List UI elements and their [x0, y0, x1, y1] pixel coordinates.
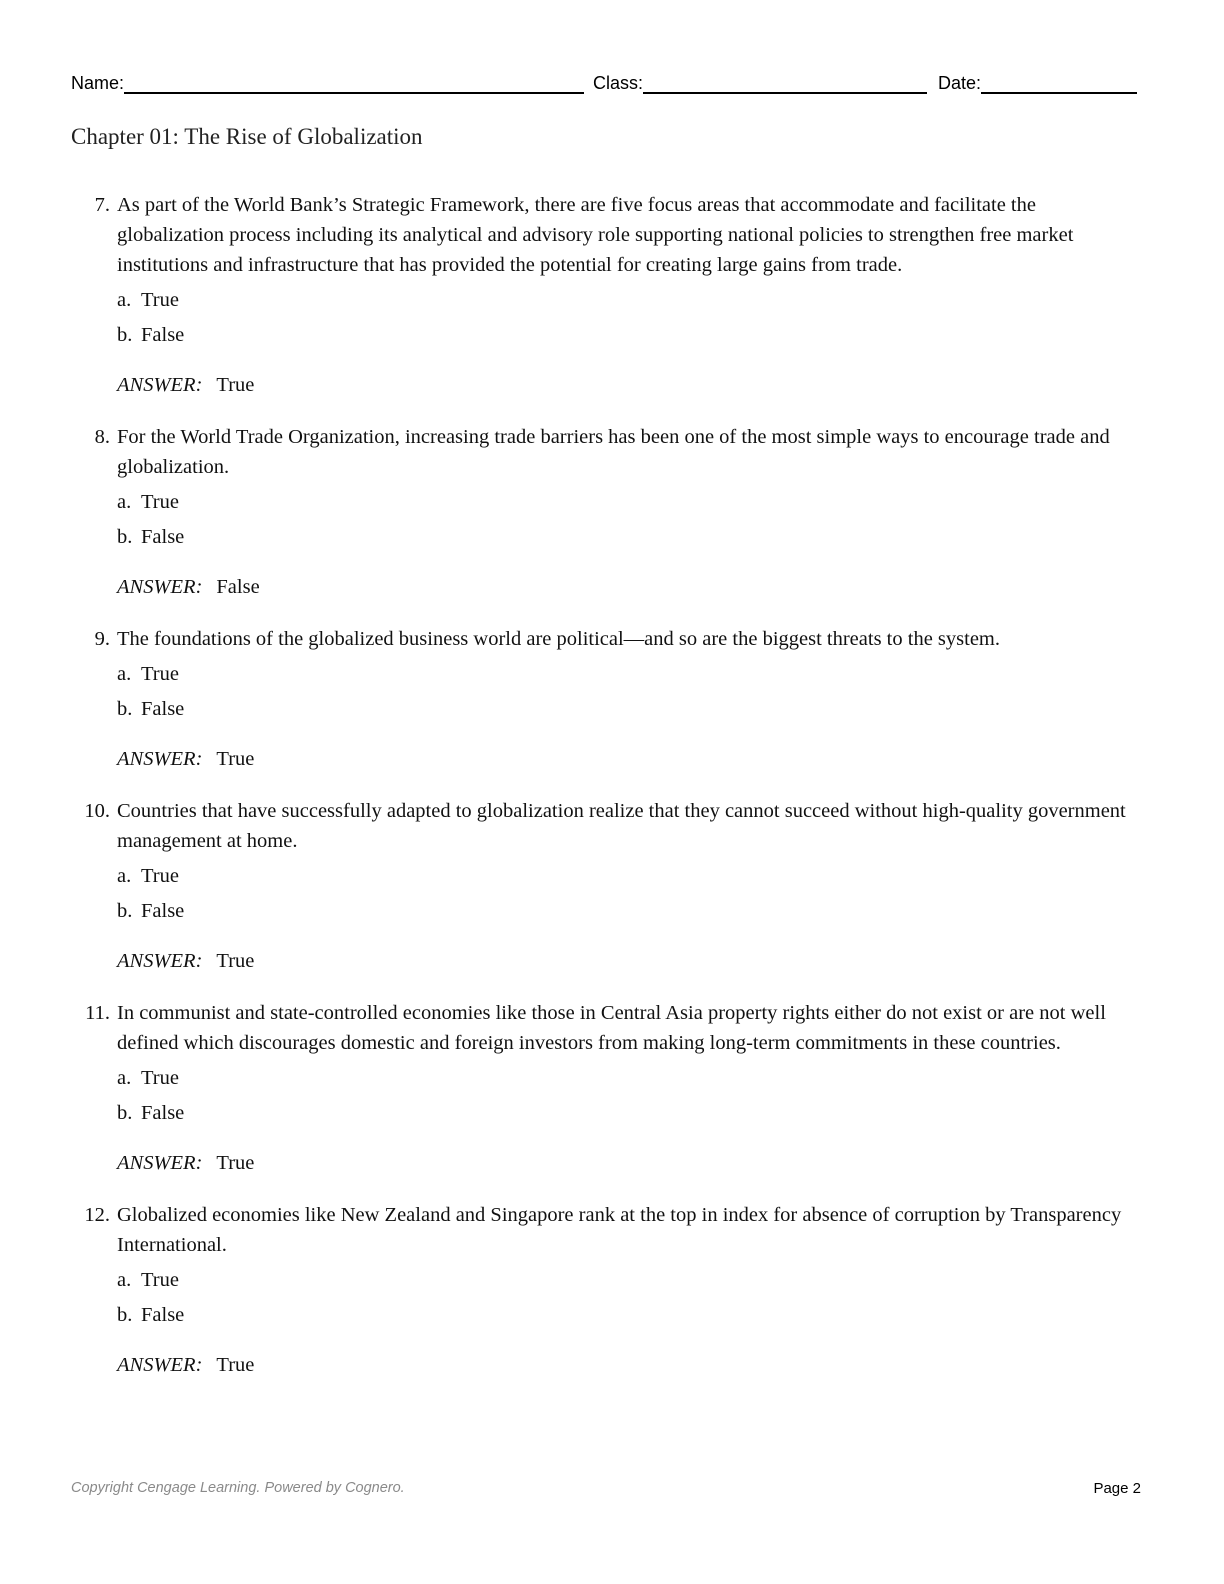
answer-label: ANSWER:: [117, 748, 203, 770]
question-10: [0, 796, 1224, 976]
answer-line: [117, 1148, 1224, 1178]
option-text: True: [141, 491, 179, 513]
option-a: [117, 861, 1224, 891]
question-text: In communist and state-controlled economies like those in Central Asia property rights either do not exist or are not well defined which discourages domestic and foreign investors from making long-term commitments in these countries.: [117, 1002, 1106, 1054]
answer-line: [117, 1350, 1224, 1380]
question-8: [0, 422, 1224, 602]
question-11: [0, 998, 1224, 1178]
option-letter: a.: [117, 289, 132, 311]
option-text: False: [141, 526, 185, 548]
option-a: [117, 285, 1224, 315]
option-b: [117, 1098, 1224, 1128]
option-b: [117, 694, 1224, 724]
answer-value: True: [216, 1152, 255, 1174]
answer-label: ANSWER:: [117, 374, 203, 396]
option-a: [117, 1265, 1224, 1295]
answer-value: True: [216, 1354, 255, 1376]
option-letter: b.: [117, 324, 133, 346]
date-field: [938, 72, 1137, 94]
option-letter: b.: [117, 526, 133, 548]
date-line: [981, 72, 1137, 94]
question-list: [0, 190, 1224, 1402]
question-9: [0, 624, 1224, 774]
answer-label: ANSWER:: [117, 576, 203, 598]
option-text: True: [141, 1269, 179, 1291]
header-fields: [71, 72, 1141, 98]
question-number: 12.: [84, 1204, 110, 1226]
question-number: 11.: [85, 1002, 110, 1024]
question-12: [0, 1200, 1224, 1380]
option-letter: b.: [117, 698, 133, 720]
answer-value: True: [216, 374, 255, 396]
option-b: [117, 320, 1224, 350]
question-number: 10.: [84, 800, 110, 822]
answer-label: ANSWER:: [117, 1354, 203, 1376]
question-number: 8.: [94, 426, 110, 448]
date-label: Date:: [938, 73, 982, 93]
class-label: Class:: [593, 73, 644, 93]
option-letter: a.: [117, 1269, 132, 1291]
question-text: For the World Trade Organization, increasing trade barriers has been one of the most simple ways to encourage trade and globalization.: [117, 426, 1110, 478]
answer-line: [117, 370, 1224, 400]
question-text: Globalized economies like New Zealand and Singapore rank at the top in index for absence of corruption by Transparency International.: [117, 1204, 1122, 1256]
option-text: False: [141, 900, 185, 922]
question-text: As part of the World Bank’s Strategic Framework, there are five focus areas that accommodate and facilitate the globalization process including its analytical and advisory role supporting national policies to strengthen free market institutions and infrastructure that has provided the potential for creating large gains from trade.: [117, 194, 1074, 276]
option-text: False: [141, 1304, 185, 1326]
option-text: False: [141, 1102, 185, 1124]
option-letter: a.: [117, 491, 132, 513]
class-line: [643, 72, 927, 94]
option-b: [117, 522, 1224, 552]
question-7: [0, 190, 1224, 400]
option-a: [117, 487, 1224, 517]
name-label: Name:: [71, 73, 125, 93]
answer-label: ANSWER:: [117, 1152, 203, 1174]
question-number: 9.: [94, 628, 110, 650]
option-text: False: [141, 698, 185, 720]
answer-value: True: [216, 748, 255, 770]
option-letter: a.: [117, 1067, 132, 1089]
option-text: True: [141, 865, 179, 887]
option-letter: b.: [117, 1102, 133, 1124]
option-text: True: [141, 1067, 179, 1089]
option-a: [117, 1063, 1224, 1093]
answer-line: [117, 744, 1224, 774]
option-b: [117, 896, 1224, 926]
answer-value: True: [216, 950, 255, 972]
question-number: 7.: [94, 194, 110, 216]
name-line: [124, 72, 584, 94]
answer-line: [117, 572, 1224, 602]
option-text: True: [141, 289, 179, 311]
answer-line: [117, 946, 1224, 976]
name-field: [71, 72, 584, 94]
option-letter: b.: [117, 900, 133, 922]
option-text: False: [141, 324, 185, 346]
copyright-footer: Copyright Cengage Learning. Powered by Cognero.: [71, 1480, 405, 1496]
option-letter: a.: [117, 663, 132, 685]
option-letter: b.: [117, 1304, 133, 1326]
question-text: Countries that have successfully adapted to globalization realize that they cannot succeed without high-quality government management at home.: [117, 800, 1126, 852]
option-b: [117, 1300, 1224, 1330]
chapter-title: Chapter 01: The Rise of Globalization: [71, 124, 423, 149]
page-number: Page 2: [1093, 1480, 1141, 1497]
option-text: True: [141, 663, 179, 685]
answer-value: False: [216, 576, 260, 598]
class-field: [593, 72, 927, 94]
option-letter: a.: [117, 865, 132, 887]
question-text: The foundations of the globalized business world are political—and so are the biggest threats to the system.: [117, 628, 1000, 650]
answer-label: ANSWER:: [117, 950, 203, 972]
option-a: [117, 659, 1224, 689]
